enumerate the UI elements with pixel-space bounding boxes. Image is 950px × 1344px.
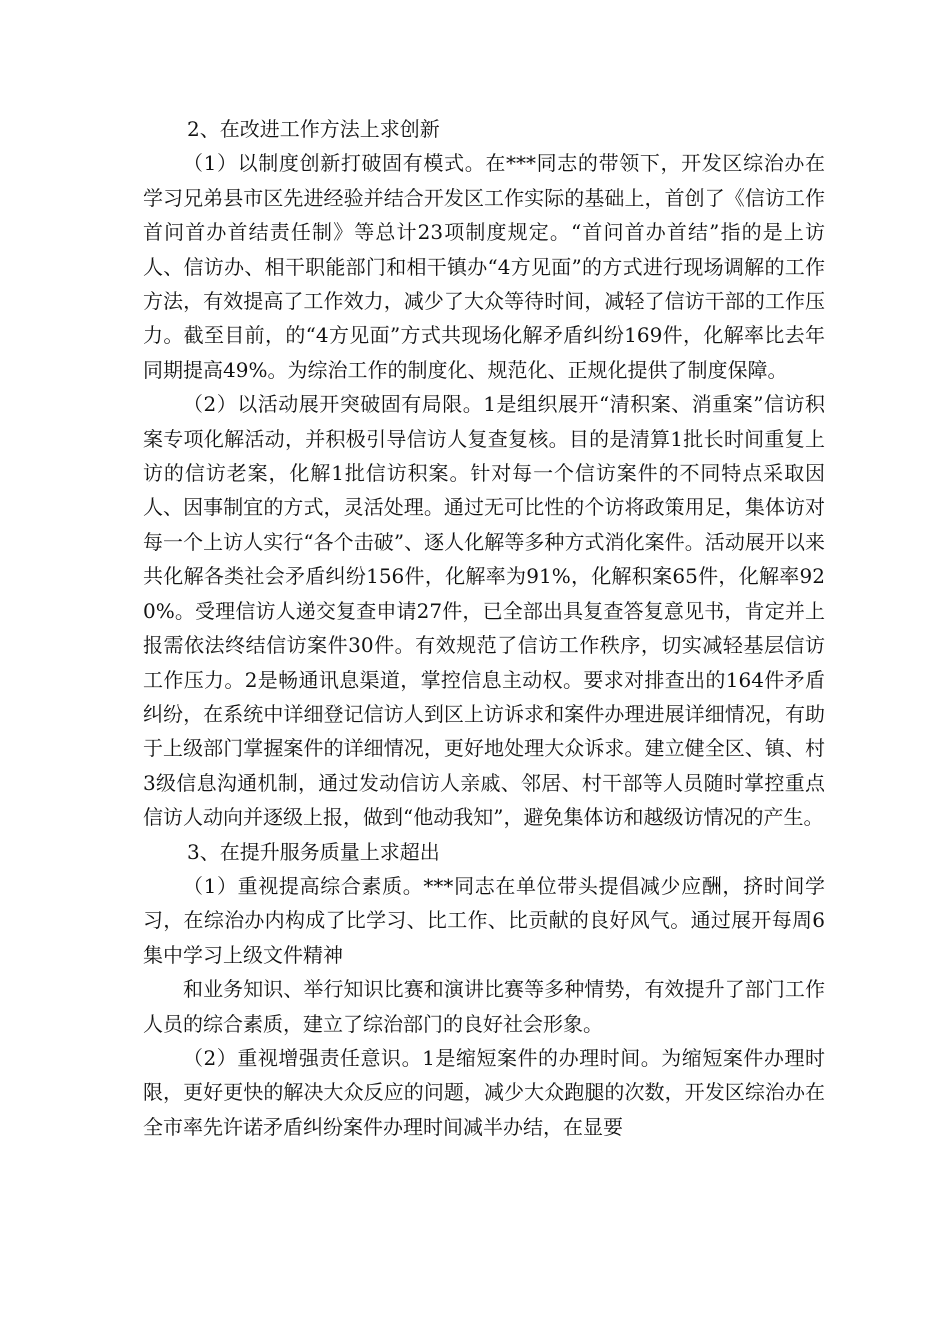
section-heading-2: 2、在改进工作方法上求创新 bbox=[187, 117, 440, 141]
paragraph-responsibility: （2）重视增强责任意识。1是缩短案件的办理时间。为缩短案件办理时限，更好更快的解决大众反应的问题，减少大众跑腿的次数，开发区综治办在全市率先许诺矛盾纠纷案件办理时间减半办结，在显要 bbox=[143, 1045, 825, 1139]
paragraph-system-innovation: （1）以制度创新打破固有模式。在***同志的带领下，开发区综治办在学习兄弟县市区先进经验并结合开发区工作实际的基础上，首创了《信访工作首问首办首结责任制》等总计23项制度规定。“首问首办首结”指的是上访人、信访办、相干职能部门和相干镇办“4方见面”的方式进行现场调解的工作方法，有效提高了工作效力，减少了大众等待时间，减轻了信访干部的工作压力。截至目前，的“4方见面”方式共现场化解矛盾纠纷169件，化解率比去年同期提高49%。为综治工作的制度化、规范化、正规化提供了制度保障。 bbox=[143, 151, 825, 382]
section-heading-3: 3、在提升服务质量上求超出 bbox=[187, 839, 440, 864]
document-body bbox=[143, 112, 825, 1144]
paragraph-quality-improvement: （1）重视提高综合素质。***同志在单位带头提倡减少应酬，挤时间学习，在综治办内构成了比学习、比工作、比贡献的良好风气。通过展开每周6集中学习上级文件精神 bbox=[143, 873, 825, 967]
paragraph-activity-breakthrough: （2）以活动展开突破固有局限。1是组织展开“清积案、消重案”信访积案专项化解活动，并积极引导信访人复查复核。目的是清算1批长时间重复上访的信访老案，化解1批信访积案。针对每一个信访案件的不同特点采取因人、因事制宜的方式，灵活处理。通过无可比性的个访将政策用足，集体访对每一个上访人实行“各个击破”、逐人化解等多种方式消化案件。活动展开以来共化解各类社会矛盾纠纷156件，化解率为91%，化解积案65件，化解率920%。受理信访人递交复查申请27件，已全部出具复查答复意见书，肯定并上报需依法终结信访案件30件。有效规范了信访工作秩序，切实减轻基层信访工作压力。2是畅通讯息渠道，掌控信息主动权。要求对排查出的164件矛盾纠纷，在系统中详细登记信访人到区上访诉求和案件办理进展详细情况，有助于上级部门掌握案件的详细情况，更好地处理大众诉求。建立健全区、镇、村3级信息沟通机制，通过发动信访人亲戚、邻居、村干部等人员随时掌控重点信访人动向并逐级上报，做到“他动我知”，避免集体访和越级访情况的产生。 bbox=[143, 392, 825, 830]
paragraph-quality-continued: 和业务知识、举行知识比赛和演讲比赛等多种情势，有效提升了部门工作人员的综合素质，建立了综治部门的良好社会形象。 bbox=[143, 977, 825, 1036]
